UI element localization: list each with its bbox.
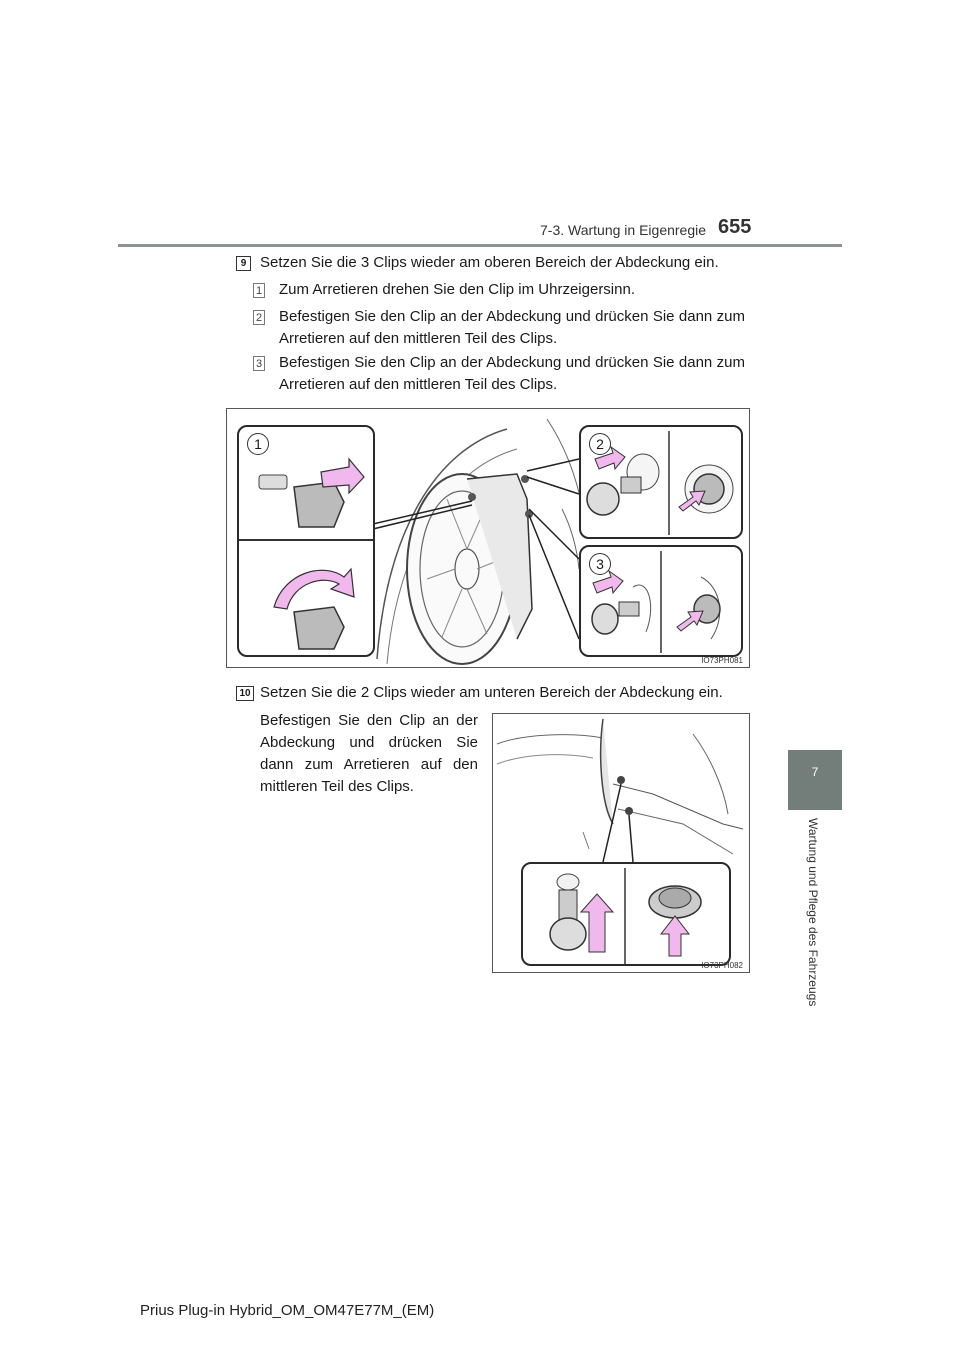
chapter-number: 7 [811,765,819,779]
step-9-text: Setzen Sie die 3 Clips wieder am oberen Bereich der Abdeckung ein. [260,254,719,271]
callout-1: 1 [247,433,269,455]
step-badge-9: 9 [236,256,251,271]
chapter-title: Wartung und Pflege des Fahrzeugs [806,818,820,1007]
page-number: 655 [718,216,752,238]
inset-3 [579,545,743,657]
substep-badge-2: 2 [253,310,265,325]
inset-1 [237,425,375,657]
callout-3: 3 [589,553,611,575]
substep-badge-3: 3 [253,356,265,371]
clip-rotate-drawing [239,427,375,657]
substep-1-text: Zum Arretieren drehen Sie den Clip im Uhrzeigersinn. [279,281,635,298]
figure-code-2: IO73PH082 [701,961,743,970]
section-title: 7-3. Wartung in Eigenregie [540,222,707,238]
substep-badge-1: 1 [253,283,265,298]
step-badge-10: 10 [236,686,254,701]
clip-push-drawing-2 [581,427,743,539]
substep-3-text: Befestigen Sie den Clip an der Abdeckung und drücken Sie dann zum Arretieren auf den mittleren Teil des Clips. [279,354,745,393]
clip-push-drawing-3 [581,547,743,657]
illustration-lower-clips [492,713,750,973]
lower-clip-push-drawing [523,864,731,966]
illustration-upper-clips [226,408,750,668]
callout-2: 2 [589,433,611,455]
step-10-description: Befestigen Sie den Clip an der Abdeckung und drücken Sie dann zum Arretieren auf den mittleren Teil des Clips. [260,712,478,795]
figure-code-1: IO73PH081 [701,656,743,665]
step-10-text: Setzen Sie die 2 Clips wieder am unteren Bereich der Abdeckung ein. [260,684,723,701]
substep-2-text: Befestigen Sie den Clip an der Abdeckung und drücken Sie dann zum Arretieren auf den mittleren Teil des Clips. [279,308,745,347]
inset-lower-clip [521,862,731,966]
chapter-tab [788,750,842,810]
document-footer: Prius Plug-in Hybrid_OM_OM47E77M_(EM) [140,1302,435,1319]
header-divider [118,244,842,247]
inset-2 [579,425,743,539]
